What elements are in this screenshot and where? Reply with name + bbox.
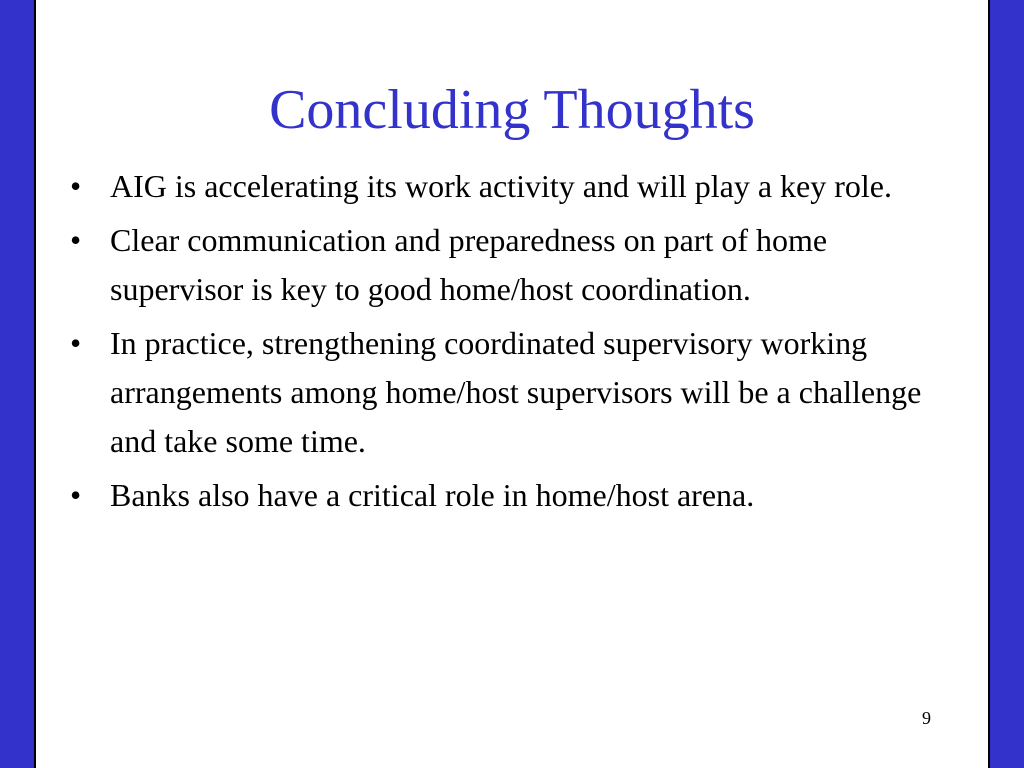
bullet-icon: • <box>70 325 82 361</box>
bullet-item <box>70 319 950 466</box>
bullet-item <box>70 162 950 211</box>
right-border-bar <box>988 0 1024 768</box>
slide-title: Concluding Thoughts <box>269 79 755 141</box>
bullet-text: Clear communication and preparedness on part of home supervisor is key to good home/host coordination. <box>110 222 828 307</box>
bullet-text: In practice, strengthening coordinated supervisory working arrangements among home/host supervisors will be a challenge and take some time. <box>110 325 922 459</box>
bullet-text: AIG is accelerating its work activity and will play a key role. <box>110 168 892 204</box>
bullet-item <box>70 216 950 314</box>
bullet-icon: • <box>70 477 82 513</box>
bullet-item <box>70 471 950 520</box>
left-border-bar <box>0 0 36 768</box>
page-number: 9 <box>922 708 931 728</box>
bullet-list <box>70 162 950 525</box>
bullet-icon: • <box>70 168 82 204</box>
bullet-icon: • <box>70 222 82 258</box>
bullet-text: Banks also have a critical role in home/host arena. <box>110 477 755 513</box>
